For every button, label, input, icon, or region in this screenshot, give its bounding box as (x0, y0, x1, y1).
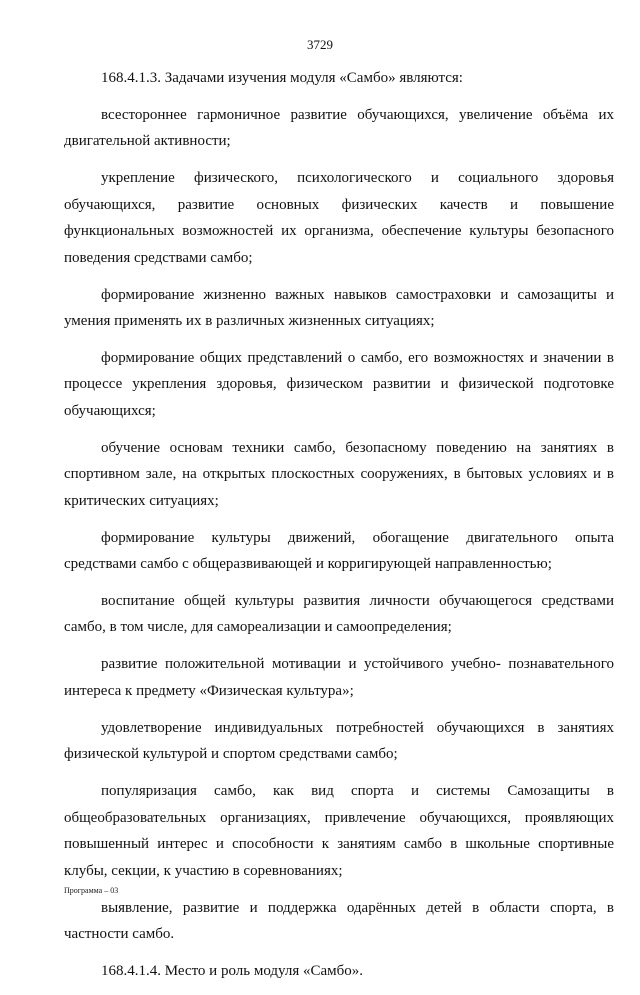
task-item: формирование общих представлений о самбо, его возможностях и значении в процессе укрепления здоровья, физическом развитии и физической подготовке обучающихся; (64, 350, 614, 419)
page-footer: Программа – 03 (64, 886, 119, 895)
page-number: 3729 (307, 37, 333, 52)
section-heading: 168.4.1.4. Место и роль модуля «Самбо». (101, 962, 364, 979)
task-item: формирование жизненно важных навыков самостраховки и самозащиты и умения применять их в различных жизненных ситуациях; (64, 286, 614, 330)
task-item: всестороннее гармоничное развитие обучающихся, увеличение объёма их двигательной активности; (64, 107, 614, 150)
task-item: развитие положительной мотивации и устойчивого учебно- познавательного интереса к предмету «Физическая культура»; (64, 656, 614, 699)
task-item: удовлетворение индивидуальных потребностей обучающихся в занятиях физической культурой и спортом средствами самбо; (64, 719, 614, 763)
task-item: обучение основам техники самбо, безопасному поведению на занятиях в спортивном зале, на открытых плоскостных сооружениях, в бытовых условиях и в критических ситуациях; (64, 439, 614, 509)
task-item: укрепление физического, психологического и социального здоровья обучающихся, развитие основных физических качеств и повышение функциональных возможностей их организма, обеспечение культуры безопасного поведения средствами самбо; (64, 170, 614, 266)
task-item: выявление, развитие и поддержка одарённых детей в области спорта, в частности самбо. (64, 899, 614, 942)
task-item: формирование культуры движений, обогащение двигательного опыта средствами самбо с общеразвивающей и корригирующей направленностью; (64, 529, 614, 573)
task-item: воспитание общей культуры развития личности обучающегося средствами самбо, в том числе, для самореализации и самоопределения; (64, 593, 614, 636)
task-item: популяризация самбо, как вид спорта и системы Самозащиты в общеобразовательных организациях, привлечение обучающихся, проявляющих повышенный интерес и способности к занятиям самбо в школьные спортивные клубы, секции, к участию в соревнованиях; (64, 783, 614, 879)
section-heading: 168.4.1.3. Задачами изучения модуля «Самбо» являются: (101, 70, 463, 86)
document-body (64, 65, 614, 995)
